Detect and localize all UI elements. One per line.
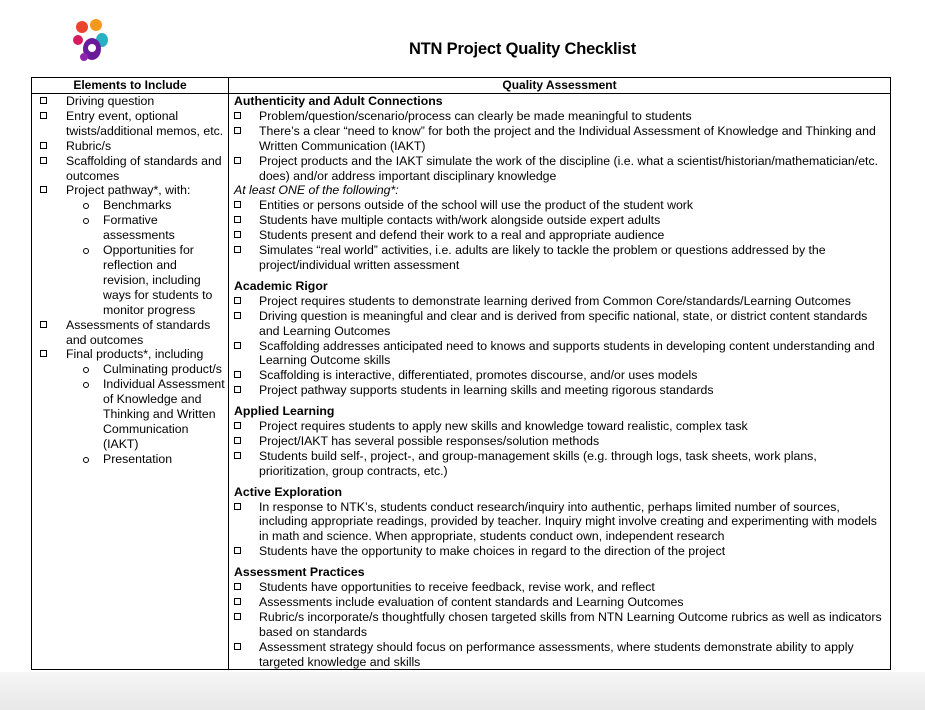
bullet-icon: [83, 367, 89, 373]
checklist-item-text: Scaffolding addresses anticipated need to knows and supports students in developing content understanding and Learning Outcome skills: [259, 338, 875, 368]
checklist-item-text: Entry event, optional twists/additional memos, etc.: [66, 108, 224, 138]
checklist-item-text: Driving question: [66, 94, 155, 108]
checkbox[interactable]: [234, 598, 241, 605]
checklist-item: [234, 595, 886, 610]
checklist-item-text: Students present and defend their work to a real and appropriate audience: [259, 228, 665, 243]
section-heading: Applied Learning: [234, 404, 335, 419]
checkbox[interactable]: [234, 246, 241, 253]
bullet-icon: [83, 382, 89, 388]
checklist-item-text: Project pathway*, with:: [66, 183, 191, 198]
sub-list-text: Benchmarks: [103, 198, 172, 213]
checklist-item-text: Assessment strategy should focus on performance assessments, where students demonstrate ability to apply targeted knowledge and skills: [259, 639, 854, 669]
checklist-item: [36, 154, 226, 184]
checkbox[interactable]: [40, 186, 47, 193]
sub-list-item: [36, 362, 226, 377]
checklist-item: [234, 449, 886, 479]
checklist-item: [234, 544, 886, 559]
checklist-item: [234, 243, 886, 273]
section-note: At least ONE of the following*:: [234, 183, 399, 198]
checkbox[interactable]: [234, 312, 241, 319]
checkbox[interactable]: [234, 437, 241, 444]
checkbox[interactable]: [234, 297, 241, 304]
checklist-item: [234, 339, 886, 369]
checklist-item: [36, 94, 226, 109]
sub-list-text: Formative assessments: [103, 213, 175, 243]
checkbox[interactable]: [234, 422, 241, 429]
checklist-item-text: Students have multiple contacts with/work alongside outside expert adults: [259, 213, 661, 228]
sub-list-item: [36, 243, 226, 318]
checkbox[interactable]: [234, 503, 241, 510]
checklist-item-text: Rubric/s incorporate/s thoughtfully chosen targeted skills from NTN Learning Outcome rubrics as well as indicators based on standards: [259, 609, 882, 639]
page-bottom-shade: [0, 672, 925, 710]
checklist-item-text: Entities or persons outside of the school will use the product of the student work: [259, 198, 694, 213]
checkbox[interactable]: [234, 201, 241, 208]
sub-list-text: Individual Assessment of Knowledge and Thinking and Written Communication (IAKT): [103, 377, 225, 451]
checklist-item: [234, 154, 886, 184]
checkbox[interactable]: [234, 342, 241, 349]
checklist-item: [234, 580, 886, 595]
section-heading: Assessment Practices: [234, 565, 365, 580]
checkbox[interactable]: [234, 127, 241, 134]
section-heading: Active Exploration: [234, 484, 342, 499]
checklist-table: [31, 77, 891, 670]
checkbox[interactable]: [234, 613, 241, 620]
checklist-item-text: In response to NTK’s, students conduct research/inquiry into authentic, perhaps limited number of sources, including appropriate readings, provided by teacher. Inquiry might involve creating and experimenting with models in math and science. When appropriate, students conduct own, independent research: [259, 499, 877, 544]
bullet-icon: [83, 248, 89, 254]
page-title: NTN Project Quality Checklist: [408, 40, 637, 58]
section-heading: Academic Rigor: [234, 278, 328, 293]
checkbox[interactable]: [40, 112, 47, 119]
checkbox[interactable]: [234, 216, 241, 223]
checklist-item-text: Students have the opportunity to make choices in regard to the direction of the project: [259, 544, 726, 559]
sub-list-item: [36, 377, 226, 452]
checklist-item-text: Project pathway supports students in learning skills and meeting rigorous standards: [259, 383, 714, 398]
checklist-item: [36, 318, 226, 348]
checkbox[interactable]: [234, 547, 241, 554]
checklist-item-text: Students have opportunities to receive feedback, revise work, and reflect: [259, 580, 655, 595]
checklist-item: [234, 228, 886, 243]
elements-column: [36, 94, 226, 467]
bullet-icon: [83, 203, 89, 209]
checklist-item: [36, 109, 226, 139]
checkbox[interactable]: [234, 231, 241, 238]
checkbox[interactable]: [234, 112, 241, 119]
bullet-icon: [83, 457, 89, 463]
checkbox[interactable]: [40, 97, 47, 104]
checklist-item: [234, 294, 886, 309]
checklist-item: [234, 434, 886, 449]
checklist-item: [234, 419, 886, 434]
checklist-item-text: There’s a clear “need to know” for both the project and the Individual Assessment of Knowledge and Thinking and Written Communication (IAKT): [259, 123, 876, 153]
checklist-item: [234, 198, 886, 213]
checklist-item-text: Final products*, including: [66, 347, 204, 362]
checkbox[interactable]: [234, 157, 241, 164]
checklist-item-text: Project/IAKT has several possible responses/solution methods: [259, 433, 600, 448]
checkbox[interactable]: [234, 386, 241, 393]
checklist-item-text: Scaffolding is interactive, differentiated, promotes discourse, and/or uses models: [259, 368, 698, 383]
sub-list-text: Presentation: [103, 451, 173, 466]
quality-column: [234, 94, 886, 670]
checkbox[interactable]: [234, 583, 241, 590]
checklist-item-text: Assessments include evaluation of content standards and Learning Outcomes: [259, 595, 684, 609]
checklist-item-text: Problem/question/scenario/process can clearly be made meaningful to students: [259, 108, 692, 123]
section-heading: Authenticity and Adult Connections: [234, 94, 443, 108]
checkbox[interactable]: [234, 643, 241, 650]
checklist-item: [36, 183, 226, 198]
checklist-item-text: Rubric/s: [66, 138, 112, 153]
checkbox[interactable]: [40, 350, 47, 357]
checklist-item: [234, 109, 886, 124]
checklist-item: [234, 309, 886, 339]
checklist-item-text: Students build self-, project-, and group-management skills (e.g. through logs, task sheets, work plans, prioritization, group contracts, etc.): [259, 448, 817, 478]
checklist-item: [234, 368, 886, 383]
checklist-item-text: Project requires students to demonstrate learning derived from Common Core/standards/Learning Outcomes: [259, 293, 851, 308]
checklist-item: [234, 640, 886, 670]
bullet-icon: [83, 218, 89, 224]
checkbox[interactable]: [40, 157, 47, 164]
checklist-item: [234, 610, 886, 640]
checklist-item: [234, 383, 886, 398]
checklist-item: [234, 213, 886, 228]
checklist-item-text: Project requires students to apply new skills and knowledge toward realistic, complex task: [259, 419, 748, 434]
quality-header: Quality Assessment: [502, 78, 617, 92]
checkbox[interactable]: [234, 452, 241, 459]
checklist-item: [36, 347, 226, 362]
checklist-item-text: Assessments of standards and outcomes: [66, 317, 211, 347]
checkbox[interactable]: [40, 321, 47, 328]
checklist-item-text: Project products and the IAKT simulate the work of the discipline (i.e. what a scientist/historian/mathematician/etc. does) and/or address important disciplinary knowledge: [259, 153, 879, 183]
checklist-item-text: Simulates “real world” activities, i.e. adults are likely to tackle the problem or questions addressed by the project/individual written assessment: [259, 243, 826, 272]
checkbox[interactable]: [40, 142, 47, 149]
checklist-item: [36, 139, 226, 154]
sub-list-item: [36, 452, 226, 467]
sub-list-item: [36, 198, 226, 213]
checklist-item: [234, 500, 886, 545]
sub-list-text: Culminating product/s: [103, 362, 222, 377]
sub-list-text: Opportunities for reflection and revision, including ways for students to monitor progress: [103, 243, 213, 317]
checklist-item-text: Scaffolding of standards and outcomes: [66, 153, 222, 183]
checklist-item-text: Driving question is meaningful and clear and is derived from specific national, state, or district content standards and Learning Outcomes: [259, 308, 868, 338]
checkbox[interactable]: [234, 371, 241, 378]
elements-header: Elements to Include: [73, 78, 187, 92]
checklist-item: [234, 124, 886, 154]
sub-list-item: [36, 213, 226, 243]
